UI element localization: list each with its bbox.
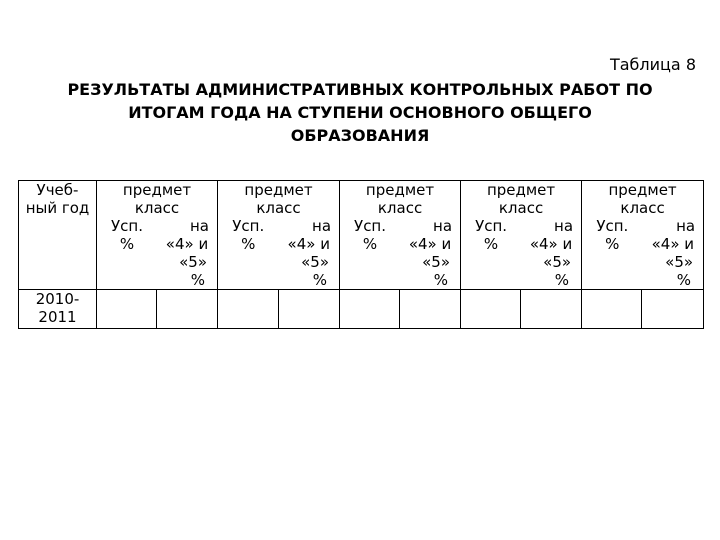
quality-label: на [433, 217, 453, 235]
quality-label: «5» [543, 253, 572, 271]
title-line: РЕЗУЛЬТАТЫ АДМИНИСТРАТИВНЫХ КОНТРОЛЬНЫХ РАБОТ ПО [67, 80, 653, 99]
subject-group-5 [582, 181, 704, 290]
subject-group-1 [97, 181, 218, 290]
header-row [19, 181, 704, 290]
quality-label: на [554, 217, 574, 235]
subject-label: предмет [608, 181, 677, 199]
success-pct: % [241, 235, 256, 253]
success-label: Усп. [354, 217, 387, 235]
success-label: Усп. [475, 217, 508, 235]
quality-label: «4» и [287, 235, 330, 253]
subject-label: предмет [486, 181, 556, 199]
empty-cell [582, 290, 642, 329]
subject-group-4 [461, 181, 582, 290]
subject-group-3 [340, 181, 461, 290]
empty-cell [642, 290, 704, 329]
success-pct: % [119, 235, 135, 253]
quality-label: «5» [301, 253, 330, 271]
quality-label: на [676, 217, 696, 235]
year-header-line: ный год [25, 199, 90, 217]
quality-pct: % [433, 271, 449, 289]
quality-pct: % [190, 271, 205, 289]
table-caption: Таблица 8 [609, 55, 696, 74]
subject-label: предмет [244, 181, 313, 199]
quality-label: «4» и [165, 235, 209, 253]
class-label: класс [134, 199, 180, 217]
empty-cell [521, 290, 582, 329]
empty-cell [218, 290, 279, 329]
success-label: Усп. [111, 217, 143, 235]
year-header-line: Учеб- [36, 181, 79, 199]
class-label: класс [498, 199, 544, 217]
subject-label: предмет [122, 181, 192, 199]
results-table [18, 180, 704, 329]
quality-label: «4» и [651, 235, 695, 253]
subject-label: предмет [365, 181, 435, 199]
success-label: Усп. [232, 217, 265, 235]
title-line: ОБРАЗОВАНИЯ [290, 126, 430, 145]
quality-label: «5» [179, 253, 207, 271]
empty-cell [461, 290, 521, 329]
document-title [10, 78, 710, 147]
success-pct: % [605, 235, 620, 253]
empty-cell [279, 290, 340, 329]
quality-label: на [190, 217, 209, 235]
year-header [19, 181, 97, 290]
quality-label: «4» и [529, 235, 573, 253]
success-label: Усп. [596, 217, 629, 235]
subject-group-2 [218, 181, 340, 290]
success-pct: % [483, 235, 499, 253]
empty-cell [157, 290, 218, 329]
class-label: класс [620, 199, 665, 217]
title-line: ИТОГАМ ГОДА НА СТУПЕНИ ОСНОВНОГО ОБЩЕГО [128, 103, 592, 122]
quality-pct: % [312, 271, 328, 289]
empty-cell [400, 290, 461, 329]
empty-cell [97, 290, 157, 329]
quality-label: «5» [422, 253, 451, 271]
quality-pct: % [554, 271, 570, 289]
year-line: 2010- [35, 290, 80, 308]
success-pct: % [362, 235, 378, 253]
quality-label: «4» и [408, 235, 452, 253]
class-label: класс [256, 199, 301, 217]
quality-label: «5» [665, 253, 694, 271]
quality-pct: % [676, 271, 692, 289]
table-row [19, 290, 704, 329]
year-cell [19, 290, 97, 329]
year-line: 2011 [38, 308, 77, 326]
empty-cell [340, 290, 400, 329]
class-label: класс [377, 199, 423, 217]
quality-label: на [312, 217, 332, 235]
